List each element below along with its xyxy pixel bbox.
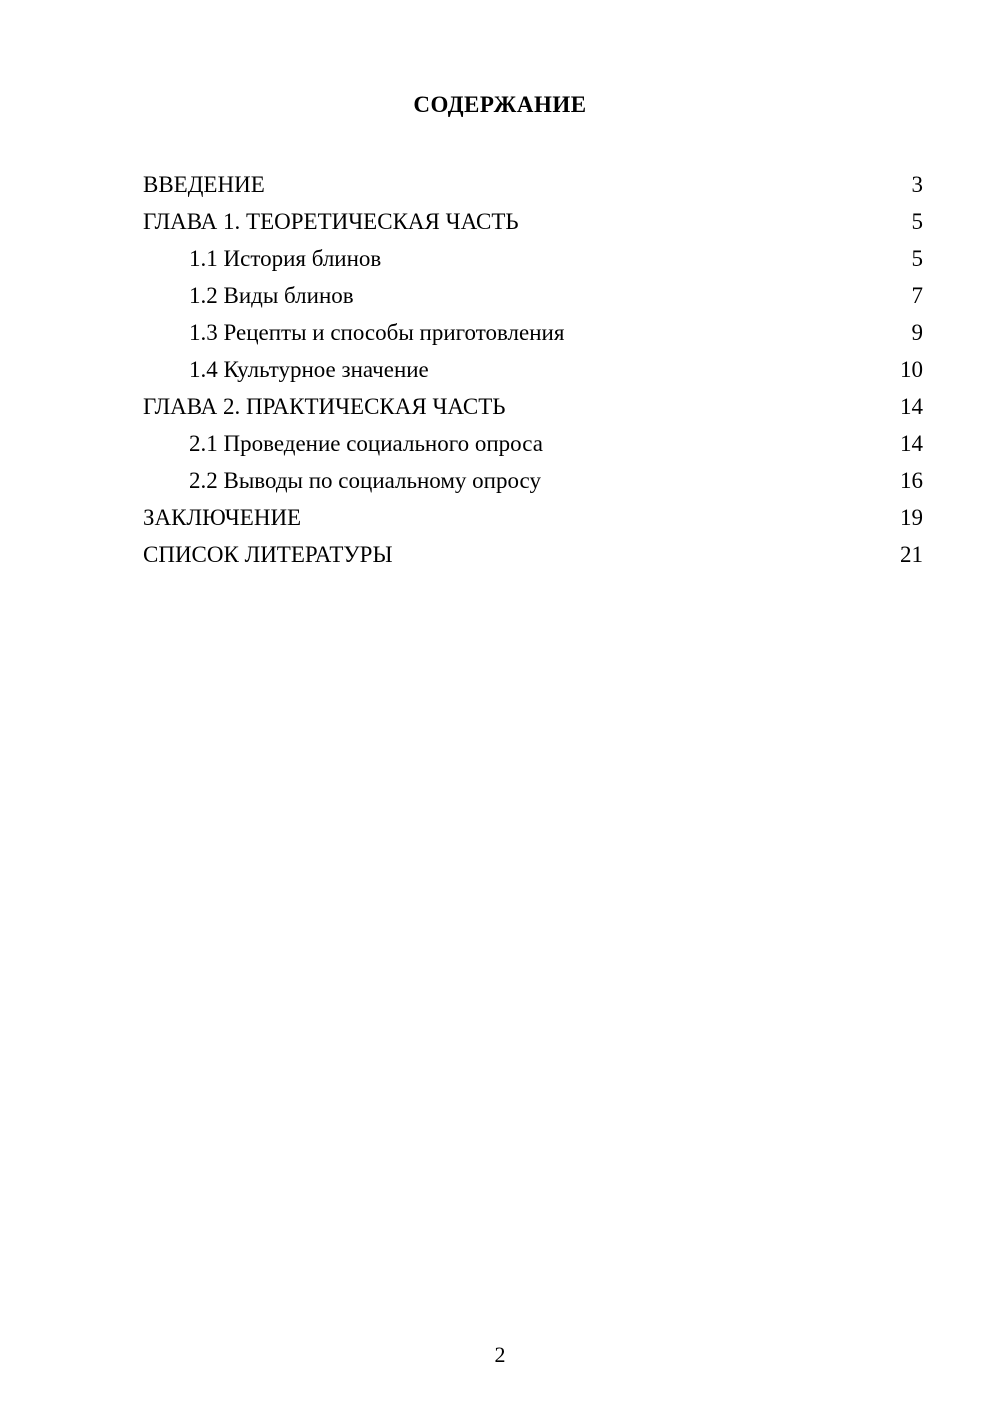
toc-entry-page: 10: [900, 357, 923, 382]
toc-entry-page: 9: [911, 320, 923, 345]
toc-entry-label: ГЛАВА 2. ПРАКТИЧЕСКАЯ ЧАСТЬ: [143, 394, 506, 419]
toc-entry[interactable]: [143, 166, 923, 203]
toc-entry-label: 2.1 Проведение социального опроса: [189, 431, 543, 456]
toc-entry[interactable]: [143, 314, 923, 351]
toc-entry[interactable]: [143, 499, 923, 536]
toc-entry[interactable]: [143, 388, 923, 425]
toc-entry-page: 21: [900, 542, 923, 567]
toc-entry-page: 19: [900, 505, 923, 530]
toc-entry[interactable]: [143, 203, 923, 240]
toc-entry[interactable]: [143, 240, 923, 277]
toc-entry-page: 14: [900, 431, 923, 456]
toc-entry-label: ЗАКЛЮЧЕНИЕ: [143, 505, 302, 530]
page-number-footer: 2: [494, 1342, 506, 1367]
toc-entry-label: ГЛАВА 1. ТЕОРЕТИЧЕСКАЯ ЧАСТЬ: [143, 209, 519, 234]
toc-entry-label: 1.3 Рецепты и способы приготовления: [189, 320, 565, 345]
toc-entry[interactable]: [143, 425, 923, 462]
toc-entry-label: 2.2 Выводы по социальному опросу: [189, 468, 541, 493]
toc-entry[interactable]: [143, 351, 923, 388]
table-of-contents: [143, 166, 923, 573]
toc-entry[interactable]: [143, 462, 923, 499]
toc-entry-page: 5: [911, 246, 923, 271]
toc-entry-page: 3: [911, 172, 923, 197]
toc-entry-page: 16: [900, 468, 923, 493]
toc-entry[interactable]: [143, 536, 923, 573]
toc-entry[interactable]: [143, 277, 923, 314]
toc-entry-page: 7: [911, 283, 923, 308]
toc-entry-label: ВВЕДЕНИЕ: [143, 172, 265, 197]
toc-entry-label: СПИСОК ЛИТЕРАТУРЫ: [143, 542, 393, 567]
page-title: СОДЕРЖАНИЕ: [413, 92, 587, 117]
toc-entry-page: 5: [911, 209, 923, 234]
toc-entry-page: 14: [900, 394, 923, 419]
toc-entry-label: 1.2 Виды блинов: [189, 283, 354, 308]
toc-entry-label: 1.1 История блинов: [189, 246, 382, 271]
toc-entry-label: 1.4 Культурное значение: [189, 357, 429, 382]
